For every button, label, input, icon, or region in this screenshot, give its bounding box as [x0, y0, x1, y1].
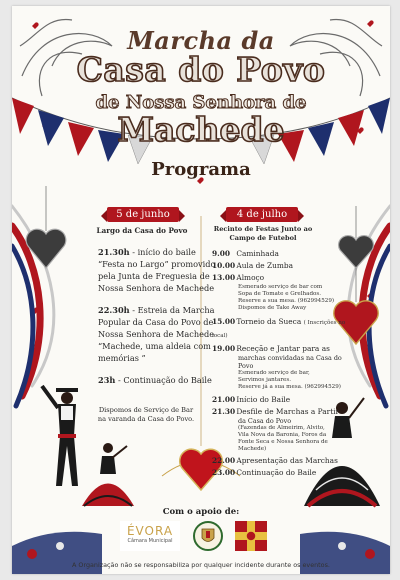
july-item: 21.00 Início do Baile	[212, 395, 291, 404]
title-line-3: de Nossa Senhora de	[95, 92, 307, 113]
july-note: Esmerado serviço de bar, Servimos jantares. Reserve já a sua mesa. (962994529)	[238, 370, 341, 390]
evora-logo-subtitle: Câmara Municipal	[127, 538, 173, 544]
july-item: 15.00 Torneio da Sueca ( Inscrições no local)	[212, 317, 346, 339]
june-item: Popular da Casa do Povo de	[98, 317, 214, 327]
support-label: Com o apoio de:	[162, 507, 240, 517]
date-ribbon-june: 5 de junho	[107, 207, 179, 222]
june-item: pela Junta de Freguesia de	[98, 271, 210, 281]
june-bar-note: Dispomos de Serviço de Bar na varanda da Casa do Povo.	[97, 406, 195, 423]
july-item: 13.00 Almoço	[212, 273, 265, 282]
july-item: 22.00 Apresentação das Marchas	[212, 456, 338, 465]
evora-logo	[120, 521, 180, 551]
dancer-man-icon	[42, 386, 78, 486]
dancer-woman-left-icon	[82, 443, 134, 506]
june-item: “Machede, uma aldeia com	[98, 341, 211, 351]
july-note: Esmerado serviço de bar com Sopa de Tomate e Grelhados. Reserve a sua mesa. (962994529) Dispomos de Take Away	[238, 284, 335, 311]
july-item: 9.00 Caminhada	[212, 249, 279, 258]
june-item: memórias ”	[98, 353, 146, 363]
july-note: (Fazendas de Almeirim, Alvito, Vila Nova da Baronia, Foros da Fonte Seca e Nossa Senhora de Machede)	[238, 425, 328, 452]
june-item: Nossa Senhora de Machede	[98, 283, 215, 293]
july-item: 23.00 Continuação do Baile	[212, 468, 317, 477]
june-schedule	[98, 246, 215, 386]
july-location: Recinto de Festas Junto ao Campo de Futebol	[213, 225, 313, 242]
june-item: 22.30h - Estreia da Marcha	[98, 305, 215, 315]
july-item: 21.30 Desfile de Marchas a Partir	[212, 407, 340, 416]
july-item: 10.00 Aula de Zumba	[212, 261, 294, 270]
july-item: 19.00 Receção e Jantar para as	[212, 344, 330, 353]
date-ribbon-july: 4 de julho	[226, 207, 298, 222]
casa-do-povo-logo-icon	[234, 520, 268, 552]
parish-seal-icon	[192, 520, 224, 552]
footer-disclaimer: A Organização não se responsabiliza por qualquer incidente durante os eventos.	[72, 561, 330, 569]
july-schedule: 9.00 Caminhada 10.00 Aula de Zumba 13.00 Almoço Esmerado serviço de bar com Sopa de Tomate e Grelhados. Reserve a sua mesa. (962994529) Dispomos de Take Away 15.00 Torneio da Sueca ( Inscrições no local) 19.00 Receção e Jantar para as marchas convidadas na Casa do Povo Esmerado serviço de bar, Servimos jantares. Reserve já a sua mesa. (962994529) 21.00 Início do Baile 21.30 Desfile de Marchas a Partir da Casa do Povo (Fazendas de Almeirim, Alvito, Vila Nova da Baronia, Foros da Fonte Seca e Nossa Senhora de Machede) 22.00 Apresentação das Marchas 23.00 Continuação do Baile	[212, 248, 352, 479]
title-line-4: Machede	[117, 110, 285, 149]
june-item: “Festa no Largo” promovido	[98, 259, 216, 269]
programa-heading: Programa	[151, 159, 251, 180]
title-line-2: Casa do Povo	[76, 50, 326, 89]
title-line-1: Marcha da	[127, 26, 275, 55]
june-item: Nossa Senhora de Machede	[98, 329, 215, 339]
evora-logo-text: ÉVORA	[126, 524, 174, 538]
june-item: 23h - Continuação do Baile	[98, 375, 212, 385]
june-location: Largo da Casa do Povo	[96, 226, 188, 235]
poster	[12, 6, 390, 574]
june-item: 21.30h - início do baile	[98, 247, 196, 257]
